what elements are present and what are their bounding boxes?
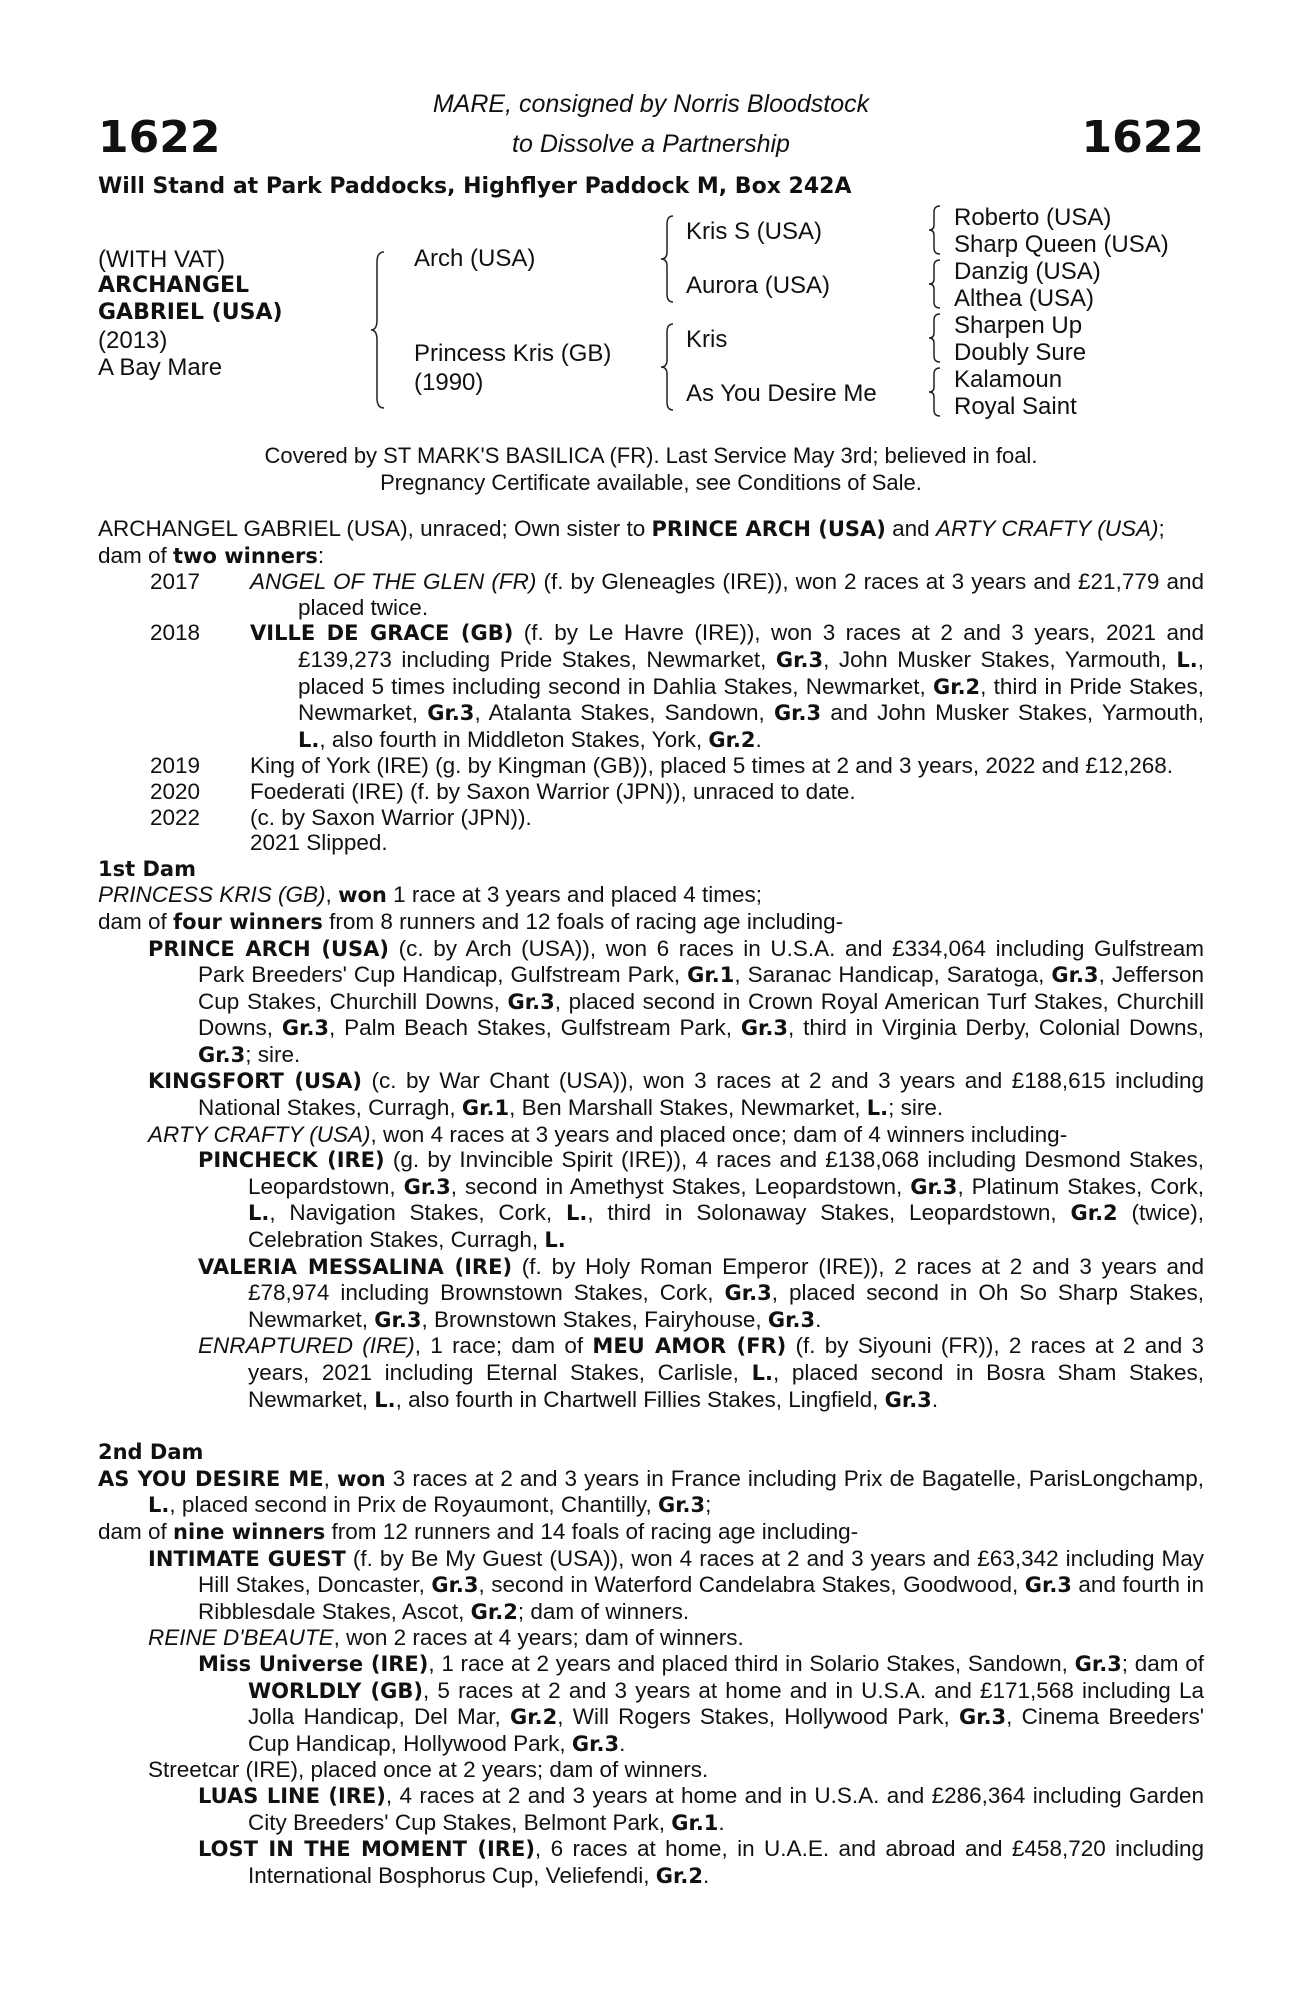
enraptured: ENRAPTURED (IRE), 1 race; dam of MEU AMOR (FR) (f. by Siyouni (FR)), 2 races at 2 and 3 years, 2021 including Eternal Stakes, Carlisle, L., placed second in Bosra Sham Stakes, Newmarket, L., also fourth in Chartwell Fillies Stakes, Lingfield, Gr.3.	[198, 1333, 1205, 1412]
streetcar: Streetcar (IRE), placed once at 2 years; dam of winners.	[148, 1757, 709, 1783]
produce-text: King of York (IRE) (g. by Kingman (GB)), placed 5 times at 2 and 3 years, 2022 and £12,268.	[250, 753, 1174, 779]
second-dam-summary: dam of nine winners from 12 runners and 14 foals of racing age including-	[98, 1518, 859, 1544]
dam-of-line: dam of two winners:	[98, 542, 325, 568]
consignment-text	[98, 84, 1204, 164]
produce-text: 2021 Slipped.	[250, 830, 388, 856]
gen4-4: Althea (USA)	[954, 285, 1095, 312]
gen3-3: Kris	[686, 326, 728, 353]
sire: Arch (USA)	[414, 245, 536, 272]
gen4-5: Sharpen Up	[954, 312, 1083, 339]
produce-2021	[98, 830, 1204, 856]
produce-text: Foederati (IRE) (f. by Saxon Warrior (JPN)), unraced to date.	[250, 778, 856, 804]
produce-2017	[98, 569, 1204, 620]
gen3-brace-1	[928, 204, 944, 256]
horse-name-2: GABRIEL (USA)	[98, 300, 283, 325]
covered-notice	[98, 442, 1204, 496]
kingsfort: KINGSFORT (USA) (c. by War Chant (USA)), won 3 races at 2 and 3 years and £188,615 including National Stakes, Curragh, Gr.1, Ben Marshall Stakes, Newmarket, L.; sire.	[148, 1068, 1204, 1121]
gen3-1: Kris S (USA)	[686, 218, 823, 245]
gen4-7: Kalamoun	[954, 366, 1063, 393]
produce-year: 2019	[150, 753, 201, 779]
gen4-3: Danzig (USA)	[954, 258, 1101, 285]
produce-2019	[98, 753, 1204, 779]
first-dam-summary: dam of four winners from 8 runners and 12 foals of racing age including-	[98, 908, 844, 934]
foaling-year: (2013)	[98, 327, 168, 354]
gen3-2: Aurora (USA)	[686, 272, 831, 299]
produce-year: 2020	[150, 778, 201, 804]
gen3-brace-4	[928, 366, 944, 418]
reine-dbeaute: REINE D'BEAUTE, won 2 races at 4 years; dam of winners.	[148, 1625, 744, 1651]
valeria-messalina: VALERIA MESSALINA (IRE) (f. by Holy Roman Emperor (IRE)), 2 races at 2 and 3 years and £78,974 including Brownstown Stakes, Cork, Gr.3, placed second in Oh So Sharp Stakes, Newmarket, Gr.3, Brownstown Stakes, Fairyhouse, Gr.3.	[198, 1253, 1205, 1332]
lot-number-left: 1622	[98, 112, 221, 163]
pincheck: PINCHECK (IRE) (g. by Invincible Spirit (IRE)), 4 races and £138,068 including Desmond Stakes, Leopardstown, Gr.3, second in Amethyst Stakes, Leopardstown, Gr.3, Platinum Stakes, Cork, L., Navigation Stakes, Cork, L., third in Solonaway Stakes, Leopardstown, Gr.2 (twice), Celebration Stakes, Curragh, L.	[198, 1147, 1204, 1253]
produce-text: ANGEL OF THE GLEN (FR) (f. by Gleneagles (IRE)), won 2 races at 3 years and £21,779 and placed twice.	[250, 569, 1204, 620]
gen4-1: Roberto (USA)	[954, 204, 1112, 231]
first-dam-heading: 1st Dam	[98, 856, 196, 881]
consign-line-2: to Dissolve a Partnership	[512, 130, 790, 158]
produce-2022	[98, 805, 1204, 831]
consign-line-1: MARE, consigned by Norris Bloodstock	[432, 90, 870, 118]
second-dam-heading: 2nd Dam	[98, 1440, 204, 1465]
gen3-brace-3	[928, 312, 944, 364]
lost-in-the-moment: LOST IN THE MOMENT (IRE), 6 races at home, in U.A.E. and abroad and £458,720 including International Bosphorus Cup, Veliefendi, Gr.2.	[198, 1836, 1204, 1888]
produce-year	[98, 830, 250, 856]
dam-line-1: Princess Kris (GB)	[414, 340, 612, 367]
catalogue-page	[98, 0, 1204, 2000]
miss-universe: Miss Universe (IRE), 1 race at 2 years and placed third in Solario Stakes, Sandown, Gr.3; dam of WORLDLY (GB), 5 races at 2 and 3 years at home and in U.S.A. and £171,568 including La Jolla Handicap, Del Mar, Gr.2, Will Rogers Stakes, Hollywood Park, Gr.3, Cinema Breeders' Cup Handicap, Hollywood Park, Gr.3.	[198, 1650, 1204, 1756]
produce-year: 2017	[150, 569, 201, 595]
horse-sex: A Bay Mare	[98, 354, 223, 381]
intro-paragraph: ARCHANGEL GABRIEL (USA), unraced; Own sister to PRINCE ARCH (USA) and ARTY CRAFTY (USA);	[98, 516, 1165, 541]
vat-label: (WITH VAT)	[98, 246, 226, 273]
gen4-8: Royal Saint	[954, 393, 1077, 420]
arty-crafty: ARTY CRAFTY (USA), won 4 races at 3 years and placed once; dam of 4 winners including-	[148, 1121, 1068, 1147]
lot-number-right: 1622	[1081, 112, 1204, 163]
produce-2018	[98, 620, 1204, 753]
produce-text: (c. by Saxon Warrior (JPN)).	[250, 804, 532, 830]
produce-year: 2018	[150, 620, 201, 646]
section-gap	[98, 1413, 1204, 1439]
produce-text: VILLE DE GRACE (GB) (f. by Le Havre (IRE)), won 3 races at 2 and 3 years, 2021 and £139,273 including Pride Stakes, Newmarket, Gr.3, John Musker Stakes, Yarmouth, L., placed 5 times including second in Dahlia Stakes, Newmarket, Gr.2, third in Pride Stakes, Newmarket, Gr.3, Atalanta Stakes, Sandown, Gr.3 and John Musker Stakes, Yarmouth, L., also fourth in Middleton Stakes, York, Gr.2.	[250, 620, 1205, 752]
gen2-brace-dam	[660, 322, 678, 412]
produce-year: 2022	[150, 804, 201, 830]
gen3-brace-2	[928, 258, 944, 310]
intimate-guest: INTIMATE GUEST (f. by Be My Guest (USA)), won 4 races at 2 and 3 years and £63,342 including May Hill Stakes, Doncaster, Gr.3, second in Waterford Candelabra Stakes, Goodwood, Gr.3 and fourth in Ribblesdale Stakes, Ascot, Gr.2; dam of winners.	[148, 1545, 1204, 1624]
produce-2020	[98, 779, 1204, 805]
pedigree-body-text	[98, 516, 1204, 1889]
dam-line-2: (1990)	[414, 369, 484, 396]
gen4-2: Sharp Queen (USA)	[954, 231, 1169, 258]
gen3-4: As You Desire Me	[686, 380, 877, 407]
covered-line-1: Covered by ST MARK'S BASILICA (FR). Last Service May 3rd; believed in foal.	[264, 443, 1038, 468]
stand-location: Will Stand at Park Paddocks, Highflyer Paddock M, Box 242A	[98, 174, 852, 199]
horse-name-1: ARCHANGEL	[98, 273, 250, 298]
gen2-brace-sire	[660, 214, 678, 304]
gen4-6: Doubly Sure	[954, 339, 1087, 366]
prince-arch: PRINCE ARCH (USA) (c. by Arch (USA)), won 6 races in U.S.A. and £334,064 including Gulfstream Park Breeders' Cup Handicap, Gulfstream Park, Gr.1, Saranac Handicap, Saratoga, Gr.3, Jefferson Cup Stakes, Churchill Downs, Gr.3, placed second in Crown Royal American Turf Stakes, Churchill Downs, Gr.3, Palm Beach Stakes, Gulfstream Park, Gr.3, third in Virginia Derby, Colonial Downs, Gr.3; sire.	[148, 935, 1204, 1067]
covered-line-2: Pregnancy Certificate available, see Conditions of Sale.	[380, 470, 922, 495]
second-dam-name: AS YOU DESIRE ME, won 3 races at 2 and 3 years in France including Prix de Bagatelle, ParisLongchamp, L., placed second in Prix de Royaumont, Chantilly, Gr.3;	[98, 1465, 1204, 1518]
luas-line: LUAS LINE (IRE), 4 races at 2 and 3 years at home and in U.S.A. and £286,364 including Garden City Breeders' Cup Stakes, Belmont Park, Gr.1.	[198, 1782, 1204, 1835]
gen1-brace	[370, 250, 390, 410]
first-dam-name: PRINCESS KRIS (GB), won 1 race at 3 years and placed 4 times;	[98, 882, 763, 908]
